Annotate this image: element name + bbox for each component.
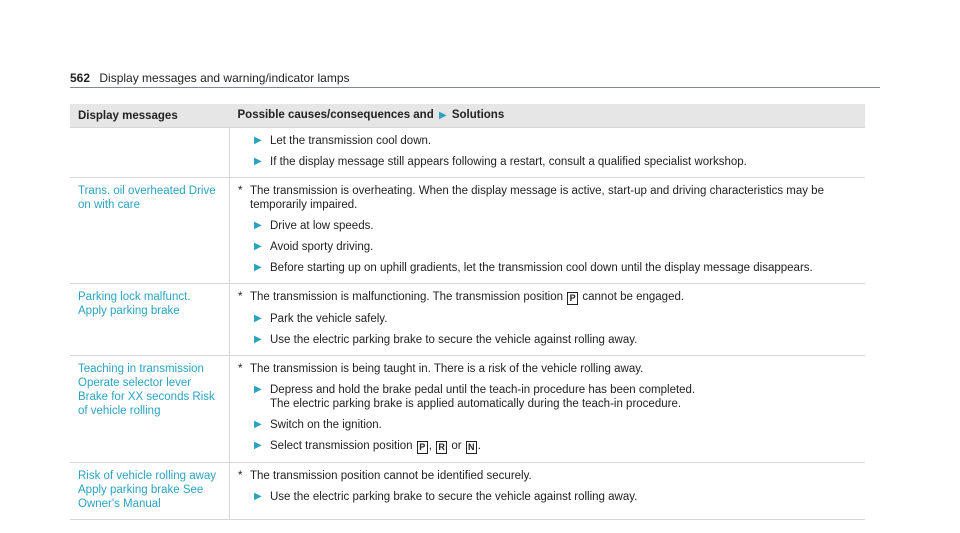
table-header-row bbox=[70, 104, 865, 128]
message-cell bbox=[70, 128, 230, 178]
solution-step: ▶ Depress and hold the brake pedal until the teach-in procedure has been completed. The electric parking brake is applied automatically during the teach-in procedure. bbox=[254, 384, 696, 410]
play-arrow-icon: ▶ bbox=[254, 135, 262, 146]
cause-text: * The transmission is overheating. When the display message is active, start-up and driving characteristics may be temporarily impaired. bbox=[238, 185, 824, 211]
play-arrow-icon: ▶ bbox=[254, 220, 262, 231]
solution-step: ▶ Drive at low speeds. bbox=[254, 220, 374, 232]
cause-text: * The transmission is malfunctioning. The transmission position P cannot be engaged. bbox=[238, 291, 685, 303]
solution-cell bbox=[230, 463, 866, 520]
message-line: Trans. oil overheated Drive bbox=[78, 185, 216, 197]
play-arrow-icon: ▶ bbox=[254, 262, 262, 273]
play-arrow-icon: ▶ bbox=[254, 440, 262, 451]
message-cell bbox=[70, 284, 230, 356]
message-line: Apply parking brake See bbox=[78, 484, 204, 496]
play-arrow-icon: ▶ bbox=[254, 156, 262, 167]
solution-cell bbox=[230, 128, 866, 178]
message-line: Apply parking brake bbox=[78, 305, 180, 317]
table-row bbox=[70, 178, 865, 284]
solution-step: ▶ Park the vehicle safely. bbox=[254, 313, 388, 325]
solution-step: ▶ Avoid sporty driving. bbox=[254, 241, 374, 253]
message-cell bbox=[70, 356, 230, 463]
message-line: Teaching in transmission bbox=[78, 363, 204, 375]
solution-cell bbox=[230, 284, 866, 356]
solution-step: ▶ Before starting up on uphill gradients, let the transmission cool down until the display message disappears. bbox=[254, 262, 813, 274]
message-line: of vehicle rolling bbox=[78, 405, 161, 417]
play-arrow-icon: ▶ bbox=[254, 313, 262, 324]
solution-step: ▶ Switch on the ignition. bbox=[254, 419, 382, 431]
column-header-causes-solutions: Possible causes/consequences and ▶ Solutions bbox=[230, 104, 866, 128]
solution-step: ▶ Select transmission position P , R or N . bbox=[254, 440, 481, 452]
message-cell bbox=[70, 463, 230, 520]
column-header-display-messages: Display messages bbox=[70, 104, 230, 128]
message-line: Parking lock malfunct. bbox=[78, 291, 191, 303]
solution-cell bbox=[230, 178, 866, 284]
table-row bbox=[70, 284, 865, 356]
message-line: Risk of vehicle rolling away bbox=[78, 470, 217, 482]
gear-r-key: R bbox=[436, 441, 447, 454]
play-arrow-icon: ▶ bbox=[254, 334, 262, 345]
play-arrow-icon: ▶ bbox=[254, 241, 262, 252]
page-title: Display messages and warning/indicator lamps bbox=[99, 71, 350, 85]
solution-step: ▶ If the display message still appears following a restart, consult a qualified specialist workshop. bbox=[254, 156, 747, 168]
message-line: Operate selector lever bbox=[78, 377, 192, 389]
solution-step: ▶ Use the electric parking brake to secure the vehicle against rolling away. bbox=[254, 491, 638, 503]
page-header bbox=[70, 71, 350, 85]
header-divider bbox=[70, 87, 880, 88]
message-cell bbox=[70, 178, 230, 284]
table-row bbox=[70, 128, 865, 178]
page-number: 562 bbox=[70, 71, 91, 85]
gear-p-key: P bbox=[567, 292, 578, 305]
gear-p-key: P bbox=[417, 441, 428, 454]
play-arrow-icon: ▶ bbox=[438, 110, 447, 121]
solution-step: ▶ Use the electric parking brake to secure the vehicle against rolling away. bbox=[254, 334, 638, 346]
table-row bbox=[70, 356, 865, 463]
play-arrow-icon: ▶ bbox=[254, 491, 262, 502]
play-arrow-icon: ▶ bbox=[254, 419, 262, 430]
table-row bbox=[70, 463, 865, 520]
display-messages-table bbox=[70, 104, 865, 520]
message-line: Owner's Manual bbox=[78, 498, 161, 510]
solution-step: ▶ Let the transmission cool down. bbox=[254, 135, 432, 147]
cause-text: * The transmission is being taught in. There is a risk of the vehicle rolling away. bbox=[238, 363, 644, 375]
message-line: Brake for XX seconds Risk bbox=[78, 391, 215, 403]
play-arrow-icon: ▶ bbox=[254, 384, 262, 395]
message-line: on with care bbox=[78, 199, 141, 211]
cause-text: * The transmission position cannot be identified securely. bbox=[238, 470, 532, 482]
gear-n-key: N bbox=[466, 441, 477, 454]
solution-cell bbox=[230, 356, 866, 463]
